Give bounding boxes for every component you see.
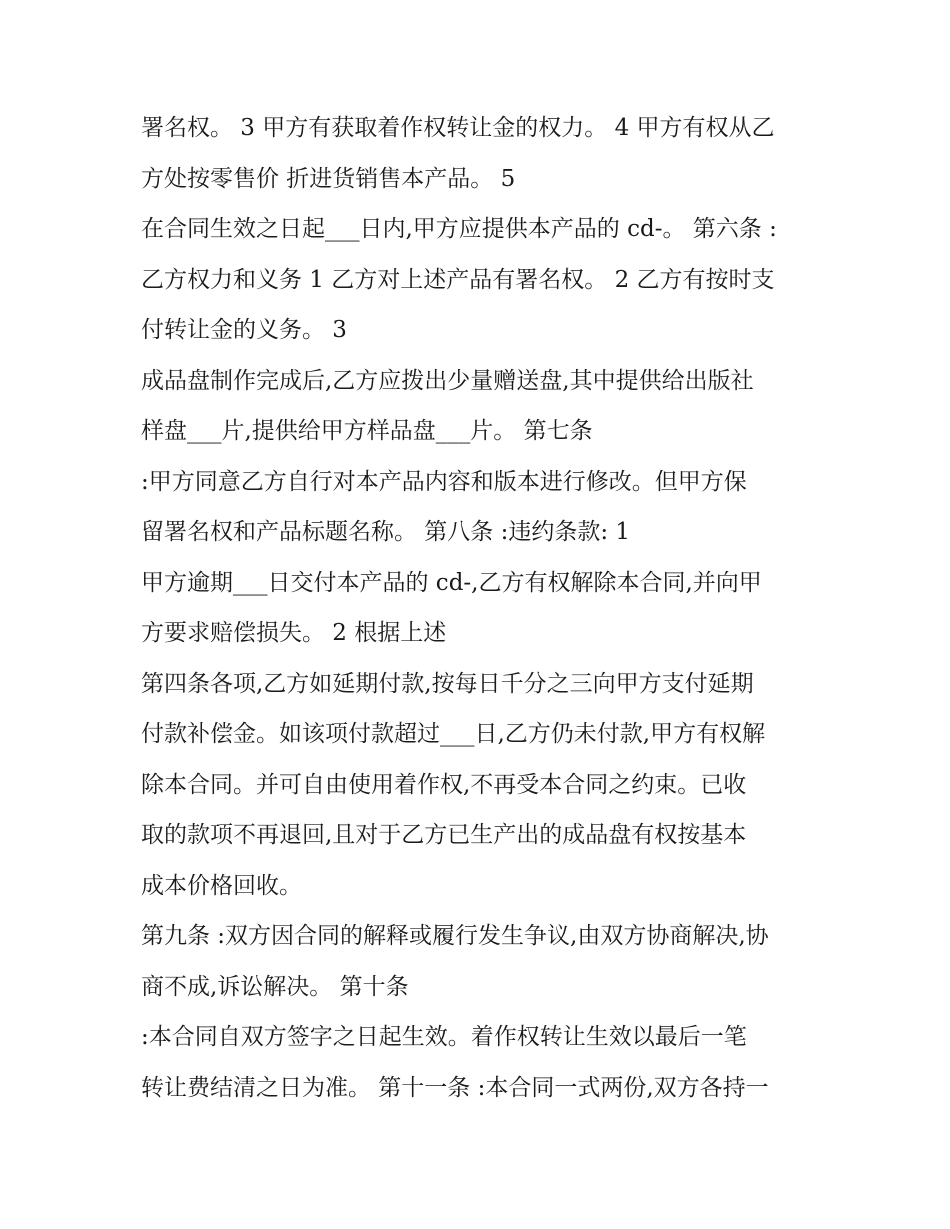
text-line: 留署名权和产品标题名称。 第八条 :违约条款: 1 — [141, 519, 631, 545]
text-line: 甲方逾期___日交付本产品的 cd-,乙方有权解除本合同,并向甲 — [141, 569, 762, 596]
text-line: 方要求赔偿损失。 2 根据上述 — [141, 620, 447, 646]
text-line: 付款补偿金。如该项付款超过___日,乙方仍未付款,甲方有权解 — [141, 721, 766, 747]
text-line: 第四条各项,乙方如延期付款,按每日千分之三向甲方支付延期 — [141, 670, 754, 697]
text-line: 商不成,诉讼解决。 第十条 — [141, 973, 409, 1000]
text-line: 成本价格回收。 — [141, 872, 302, 899]
text-line: 样盘___片,提供给甲方样品盘___片。 第七条 — [141, 418, 593, 444]
text-line: 付转让金的义务。 3 — [141, 317, 347, 343]
text-line: 成品盘制作完成后,乙方应拨出少量赠送盘,其中提供给出版社 — [141, 367, 754, 394]
text-line: 转让费结清之日为准。 第十一条 :本合同一式两份,双方各持一 — [141, 1074, 769, 1101]
text-line: 署名权。 3 甲方有获取着作权转让金的权力。 4 甲方有权从乙 — [141, 115, 775, 141]
text-line: :本合同自双方签字之日起生效。着作权转让生效以最后一笔 — [141, 1024, 747, 1050]
text-line: 第九条 :双方因合同的解释或履行发生争议,由双方协商解决,协 — [141, 923, 769, 949]
text-line: :甲方同意乙方自行对本产品内容和版本进行修改。但甲方保 — [141, 468, 747, 495]
text-line: 除本合同。并可自由使用着作权,不再受本合同之约束。已收 — [141, 771, 747, 798]
text-line: 乙方权力和义务 1 乙方对上述产品有署名权。 2 乙方有按时支 — [141, 266, 775, 293]
text-line: 在合同生效之日起___日内,甲方应提供本产品的 cd-。 第六条 : — [141, 216, 777, 242]
text-line: 取的款项不再退回,且对于乙方已生产出的成品盘有权按基本 — [141, 822, 747, 848]
contract-body-text — [141, 103, 821, 1113]
text-line: 方处按零售价 折进货销售本产品。 5 — [141, 165, 516, 192]
